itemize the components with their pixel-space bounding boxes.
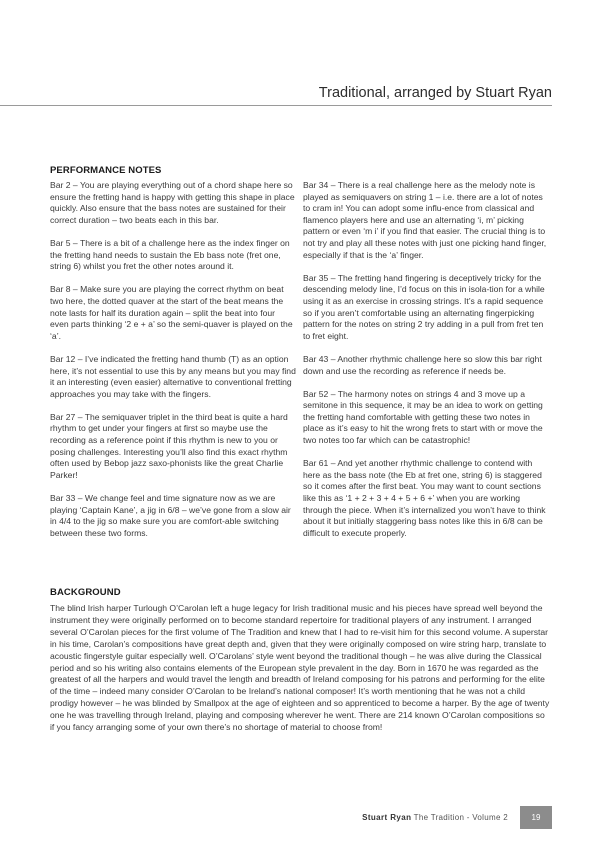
footer-credit	[362, 813, 508, 822]
performance-notes-heading: PERFORMANCE NOTES	[50, 165, 162, 176]
page-header-title: Traditional, arranged by Stuart Ryan	[318, 85, 552, 101]
note-paragraph: Bar 35 – The fretting hand fingering is deceptively tricky for the descending melody line, I’d focus on this in isola-tion for a while using it as an exercise in crossing strings. It’s a rapid sequence so if you aren’t comfortable using an alternating fingerpicking pattern for the notes on string 2 try adding in a pull from fret ten to fret eight.	[303, 272, 545, 341]
note-paragraph: Bar 27 – The semiquaver triplet in the third beat is quite a hard rhythm to get under your fingers at first so maybe use the recording as a reference point if this rhythm is new to you or posing challenges. Interesting you’ll also find this exact rhythm often used by Bebop jazz saxo-phonists like the great Charlie Parker!	[50, 411, 288, 480]
note-paragraph: Bar 43 – Another rhythmic challenge here so slow this bar right down and use the recording as reference if needs be.	[303, 353, 542, 376]
background-paragraph: The blind Irish harper Turlough O’Carolan left a huge legacy for Irish traditional music and his pieces have spread well beyond the instrument they were originally performed on to become standard repertoire for traditional players of any instrument. I arranged several O’Carolan pieces for the first volume of The Tradition and knew that I had to re-visit him for this second volume. A superstar in his time, Carolan’s compositions have great depth and, given that they were originally composed on wire string harp, translate to acoustic fingerstyle guitar especially well. O’Carolans’ style went beyond the traditional though – he was alive during the Classical period and so his writing also contains elements of the European style prevalent in the day. Born in 1670 he was regarded as the greatest of all the harpers and would travel the length and breadth of Ireland composing for his patrons and performing for the elite of the time – indeed many consider O’Carolan to be Ireland’s national composer! It’s worth mentioning that he was not a child prodigy however – he was blinded by Smallpox at the age of eighteen and so apprenticed to become a harper. By the age of twenty one he was travelling through Ireland, playing and composing wherever he went. There are 214 known O’Carolan compositions so if you fancy arranging some of your own there’s no shortage of material to choose from!	[50, 603, 550, 733]
note-paragraph: Bar 12 – I’ve indicated the fretting hand thumb (T) as an option here, it’s not essential to use this by any means but you may find it an interesting (even easier) alternative to conventional fretting approaches you may take with the fingers.	[50, 353, 296, 399]
background-heading: BACKGROUND	[50, 587, 121, 598]
note-paragraph: Bar 2 – You are playing everything out of a chord shape here so ensure the fretting hand is happy with getting this shape in place quickly. Also ensure that the bass notes are sustained for their correct duration – two beats each in this bar.	[50, 180, 295, 225]
note-paragraph: Bar 61 – And yet another rhythmic challenge to contend with here as the bass note (the Eb at fret one, string 6) is staggered so it comes after the first beat. You may want to count sections like this as ‘1 + 2 + 3 + 4 + 5 + 6 +’ when you are working through the piece. When it’s internalized you won’t have to think about it but initially staggering bass notes like this in 6/8 can be difficult to execute properly.	[303, 458, 546, 538]
header-divider	[0, 105, 552, 106]
page-number-badge	[520, 806, 552, 829]
note-paragraph: Bar 8 – Make sure you are playing the correct rhythm on beat two here, the dotted quaver at the start of the beat means the note lasts for half its duration again – split the beat into four even parts thinking ‘2 e + a’ so the semi-quaver is played on the ‘a’.	[50, 284, 293, 341]
footer-author: Stuart Ryan	[362, 813, 412, 822]
note-paragraph: Bar 34 – There is a real challenge here as the melody note is played as semiquavers on string 1 – i.e. there are a lot of notes to cram in! You can adopt some influ-ence from classical and flamenco players here and use an alternating ‘i, m’ picking pattern or even ‘m i’ if you find that easier. The crucial thing is to not try and play all these notes with just one picking hand finger, especially if that is the ‘a’ finger.	[303, 180, 547, 260]
page-footer	[362, 806, 552, 829]
note-paragraph: Bar 5 – There is a bit of a challenge here as the index finger on the fretting hand needs to sustain the Eb bass note (fret one, string 6) whilst you fret the other notes around it.	[50, 237, 290, 272]
performance-notes-left-column	[50, 180, 296, 551]
page-number: 19	[531, 813, 541, 822]
footer-book-title: The Tradition - Volume 2	[413, 813, 508, 822]
performance-notes-right-column	[303, 180, 549, 551]
note-paragraph: Bar 33 – We change feel and time signature now as we are playing ‘Captain Kane’, a jig in 6/8 – we’ve gone from a slow air in 4/4 to the jig so make sure you are comfort-able switching between these two forms.	[50, 493, 291, 538]
note-paragraph: Bar 52 – The harmony notes on strings 4 and 3 move up a semitone in this sequence, it may be an idea to work on getting the fretting hand comfortable with getting these two notes in place as it’s easy to hit the wrong frets to start with or move the two notes too far which can be catastrophic!	[303, 388, 543, 446]
